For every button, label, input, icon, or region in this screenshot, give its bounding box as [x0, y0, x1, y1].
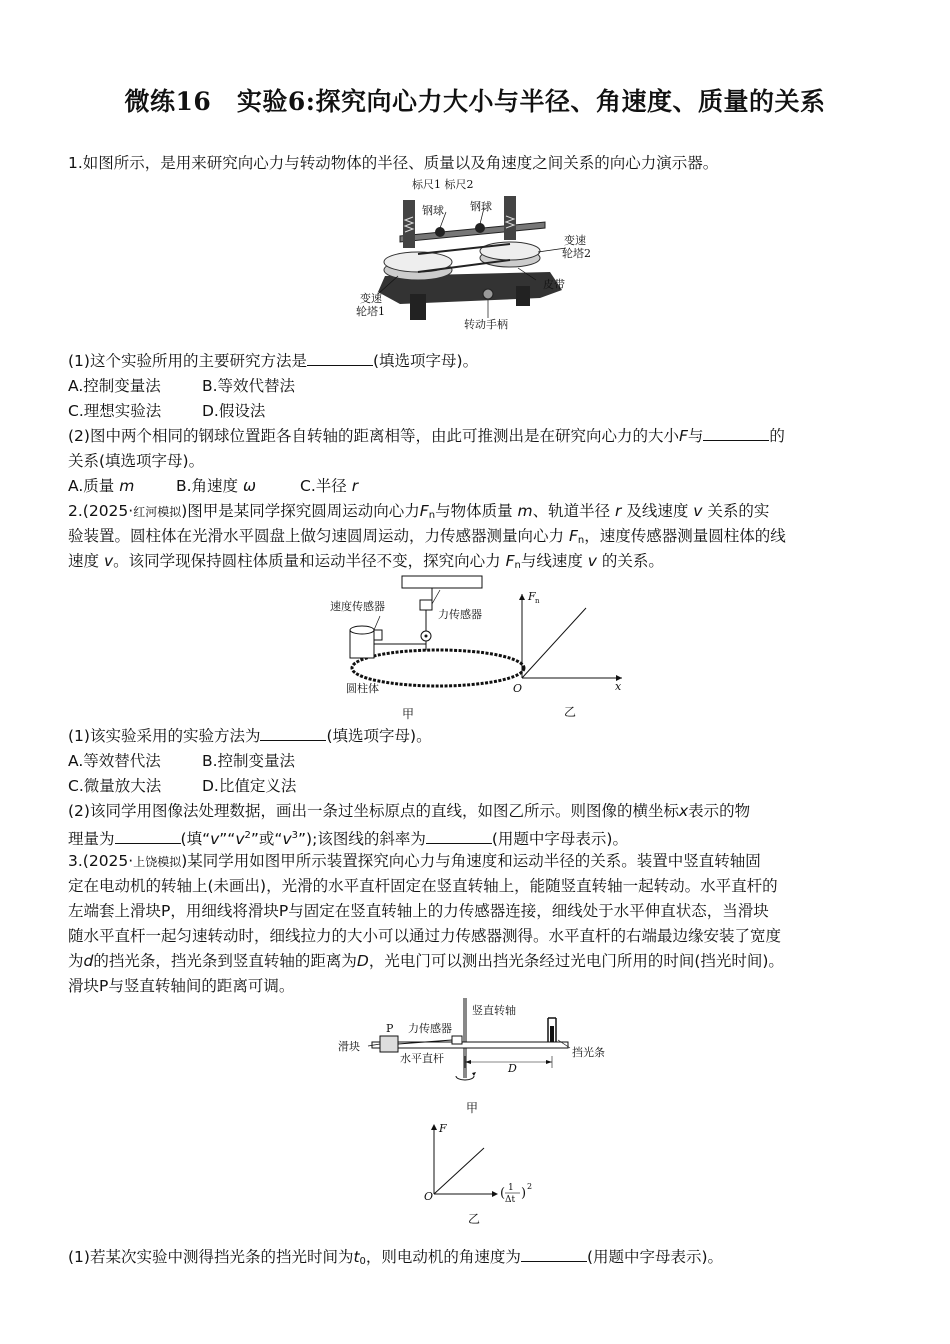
option-c: C.理想实验法: [68, 402, 162, 420]
light-strip: [550, 1026, 554, 1042]
origin-label: O: [513, 682, 523, 695]
base-leg-right: [516, 286, 530, 306]
slider-p: [380, 1036, 398, 1052]
answer-blank[interactable]: [260, 726, 326, 741]
q1-part2-cont: 关系(填选项字母)。: [68, 452, 205, 470]
label-tower1-b: 轮塔1: [356, 305, 385, 318]
q1-part2: (2)图中两个相同的钢球位置距各自转轴的距离相等，由此可推测出是在研究向心力的大小F与 的: [68, 427, 785, 445]
axis-x-pow: 2: [527, 1182, 533, 1191]
option-b: B.控制变量法: [202, 752, 296, 770]
label-slider: 滑块: [338, 1040, 360, 1053]
fit-line: [434, 1148, 484, 1194]
q2-part1: (1)该实验采用的实验方法为 (填选项字母)。: [68, 727, 432, 745]
label-yi: 乙: [468, 1212, 481, 1226]
label-force-sensor: 力传感器: [438, 608, 482, 621]
q1-part1: (1)这个实验所用的主要研究方法是 (填选项字母)。: [68, 352, 479, 370]
q1-stem: 1.如图所示，是用来研究向心力与转动物体的半径、质量以及角速度之间关系的向心力演示器。: [68, 154, 719, 172]
option-d: D.假设法: [202, 402, 266, 420]
q2-options-ab: [68, 750, 295, 772]
q2-stem-line2: 验装置。圆柱体在光滑水平圆盘上做匀速圆周运动，力传感器测量向心力 $F_n$，速度传感器测量圆柱体的线: [68, 527, 786, 546]
page-title: 微练16 实验6:探究向心力大小与半径、角速度、质量的关系: [124, 87, 826, 116]
label-ball-left: 钢球: [422, 204, 444, 217]
label-jia: 甲: [466, 1101, 479, 1115]
q3-stem-line2: 定在电动机的转轴上(未画出)，光滑的水平直杆固定在竖直转轴上，能随竖直转轴一起转动。水平直杆的: [68, 877, 778, 895]
q1-apparatus-figure: [340, 176, 610, 338]
label-distance-D: D: [508, 1062, 517, 1075]
q2-stem-line1: 2.(2025·红河模拟)图甲是某同学探究圆周运动向心力$F_n$与物体质量 m、轨道半径 r 及线速度 v 关系的实: [68, 502, 770, 521]
label-belt: 皮带: [543, 278, 565, 291]
option-a: A.控制变量法: [68, 377, 161, 395]
steel-ball-left: [435, 227, 445, 237]
q3-graph-yi: [420, 1122, 550, 1228]
force-sensor: [452, 1036, 462, 1044]
label-yi: 乙: [564, 705, 577, 719]
q1-part2-options: A.质量 m B.角速度 ω C.半径 r: [68, 477, 359, 495]
q3-stem-line6: 滑块P与竖直转轴间的距离可调。: [68, 977, 295, 995]
speed-sensor: [374, 630, 382, 640]
label-strip: 挡光条: [572, 1046, 605, 1059]
q1-options-cd: [68, 400, 265, 422]
label-vertical-axis: 竖直转轴: [472, 1004, 516, 1017]
axis-y-label: F: [528, 590, 536, 603]
q2-graph-yi: [510, 590, 630, 720]
q3-stem-line5: 为d的挡光条，挡光条到竖直转轴的距离为D，光电门可以测出挡光条经过光电门所用的时间(挡光时间)。: [68, 952, 784, 970]
axis-y-label: F: [439, 1122, 447, 1135]
answer-blank[interactable]: [307, 351, 373, 366]
axis-x-num: 1: [508, 1183, 514, 1193]
option-a: A.等效替代法: [68, 752, 161, 770]
option-d: D.比值定义法: [202, 777, 297, 795]
origin-label: O: [424, 1190, 434, 1203]
source-tag: 红河模拟: [133, 505, 182, 519]
label-tower2-b: 轮塔2: [562, 247, 591, 260]
q2-part2: (2)该同学用图像法处理数据，画出一条过坐标原点的直线，如图乙所示。则图像的横坐标x表示的物: [68, 802, 751, 820]
q3-stem-line4: 随水平直杆一起匀速转动时，细线拉力的大小可以通过力传感器测得。水平直杆的右端最边缘安装了宽度: [68, 927, 782, 945]
label-tower2-a: 变速: [564, 234, 586, 247]
axis-x-label: x: [615, 680, 622, 693]
base-leg-left: [410, 294, 426, 320]
answer-blank[interactable]: [521, 1247, 587, 1262]
force-sensor: [420, 600, 432, 610]
top-mount: [402, 576, 482, 588]
label-ball-right: 钢球: [470, 200, 492, 213]
fit-line: [522, 608, 586, 678]
turning-handle: [483, 289, 493, 299]
turntable: [352, 650, 524, 686]
label-handle: 转动手柄: [464, 318, 508, 331]
q1-options-ab: [68, 375, 295, 397]
steel-ball-right: [475, 223, 485, 233]
label-jia: 甲: [402, 707, 415, 721]
label-cylinder: 圆柱体: [346, 682, 379, 695]
label-p: P: [386, 1022, 394, 1035]
q2-options-cd: [68, 775, 296, 797]
horizontal-rod: [372, 1042, 568, 1048]
q3-stem-line1: 3.(2025·上饶模拟)某同学用如图甲所示装置探究向心力与角速度和运动半径的关系。装置中竖直转轴固: [68, 852, 761, 870]
svg-text:(: (: [500, 1186, 506, 1201]
option-b: B.等效代替法: [202, 377, 296, 395]
label-speed-sensor: 速度传感器: [330, 600, 385, 613]
label-rod: 水平直杆: [400, 1052, 444, 1065]
q2-stem-line3: 速度 v。该同学现保持圆柱体质量和运动半径不变，探究向心力 $F_n$与线速度 v 的关系。: [68, 552, 664, 571]
answer-blank[interactable]: [115, 829, 181, 844]
source-tag: 上饶模拟: [133, 855, 182, 869]
q2-figure-jia: [320, 574, 495, 724]
option-c: C.微量放大法: [68, 777, 162, 795]
q3-part1: (1)若某次实验中测得挡光条的挡光时间为$t_0$，则电动机的角速度为 (用题中字母表示)。: [68, 1248, 724, 1267]
rotating-arms: [400, 222, 545, 242]
q2-part2-cont: 理量为 (填“$v”“v^2$”或“$v^3$”);该图线的斜率为 (用题中字母表示)。: [68, 830, 628, 848]
q3-stem-line3: 左端套上滑块P，用细线将滑块P与固定在竖直转轴上的力传感器连接，细线处于水平伸直状态，当滑块: [68, 902, 769, 920]
axis-x-den: Δt: [505, 1195, 516, 1205]
label-rulers: 标尺1 标尺2: [412, 178, 474, 191]
answer-blank[interactable]: [426, 829, 492, 844]
svg-text:n: n: [535, 597, 540, 605]
q3-figure-jia: [332, 996, 632, 1120]
svg-text:): ): [521, 1186, 527, 1201]
answer-blank[interactable]: [703, 426, 769, 441]
label-force-sensor: 力传感器: [408, 1022, 452, 1035]
label-tower1-a: 变速: [360, 292, 382, 305]
